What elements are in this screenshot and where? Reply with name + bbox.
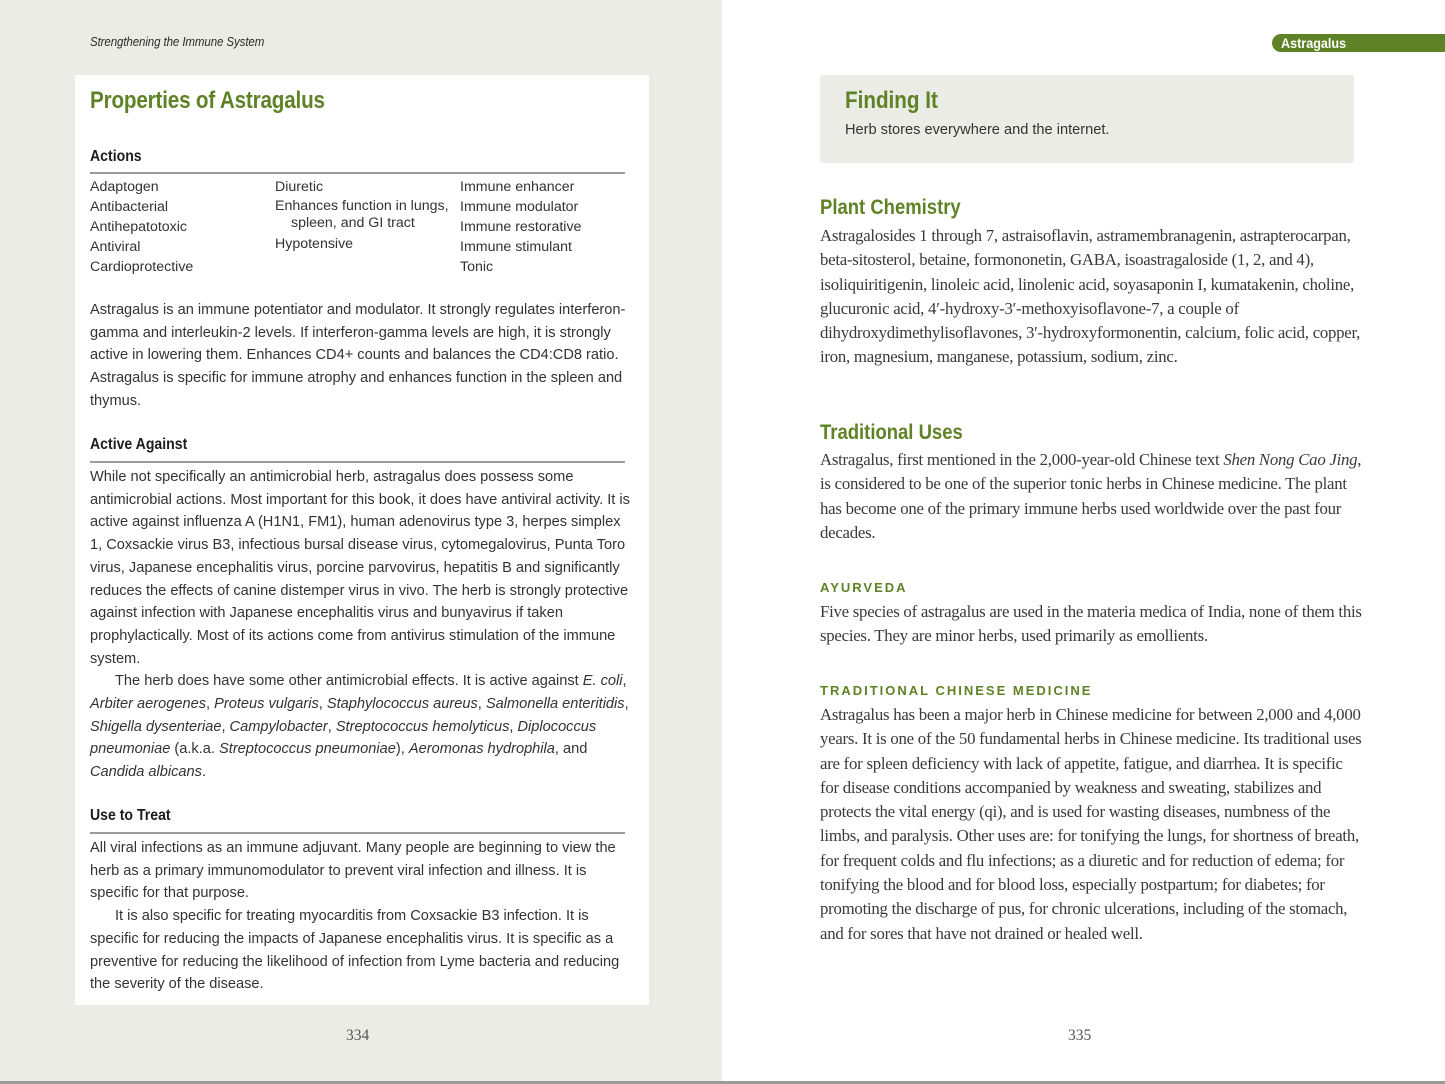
running-head: Strengthening the Immune System (90, 35, 265, 49)
active-against-para-1: While not specifically an antimicrobial herb, astragalus does possess some antimicrobial actions. Most important for this book, it does have antiviral activity. It is active against influenza A (H1N1, FM1), human adenovirus type 3, herpes simplex 1, Coxsackie virus B3, infectious bursal disease virus, cytomegalovirus, Punta Toro virus, Japanese encephalitis virus, porcine parvovirus, hepatitis B and significantly reduces the effects of canine distemper virus in vivo. The herb is strongly protective against infection with Japanese encephalitis virus and bunyavirus if taken prophylactically. Most of its actions come from antivirus stimulation of the immune system. (90, 469, 630, 667)
action-item: Enhances function in lungs, spleen, and GI tract (275, 198, 449, 231)
actions-column-3 (460, 177, 625, 277)
plant-chemistry-text: Astragalosides 1 through 7, astraisoflavin, astramembranagenin, astrapterocarpan, beta-sitosterol, betaine, formononetin, GABA, isoastragaloside (1, 2, and 4), isoliquiritigenin, linoleic acid, linolenic acid, soyasaponin I, kumatakenin, choline, glucuronic acid, 4′-hydroxy-3′-methoxyisoflavone-7, a couple of dihydroxydimethylisoflavones, 3′-hydroxyformonentin, calcium, folic acid, copper, iron, magnesium, manganese, potassium, sodium, zinc. (820, 226, 1361, 367)
tcm-text: Astragalus has been a major herb in Chinese medicine for between 2,000 and 4,000 years. It is one of the 50 fundamental herbs in Chinese medicine. Its traditional uses are for spleen deficiency with lack of appetite, fatigue, and diarrhea. It is specific for disease conditions accompanied by weakness and sweating, stabilizes and protects the vital energy (qi), and is used for wasting diseases, numbness of the limbs, and paralysis. Other uses are: for tonifying the lungs, for shortness of breath, for frequent colds and flu infections; as a diuretic and for reduction of edema; for tonifying the blood and for blood loss, especially postpartum; for diabetes; for promoting the discharge of pus, for chronic ulcerations, including of the stomach, and for sores that have not drained or healed well. (820, 705, 1362, 943)
ayurveda-text: Five species of astragalus are used in the materia medica of India, none of them this species. They are minor herbs, used primarily as emollients. (820, 602, 1362, 646)
actions-column-1 (90, 177, 275, 277)
page-number-right: 335 (1068, 1027, 1092, 1044)
action-item: Tonic (460, 259, 494, 275)
action-item: Antihepatotoxic (90, 219, 188, 235)
actions-summary: Astragalus is an immune potentiator and modulator. It strongly regulates interferon-gamma and interleukin-2 levels. If interferon-gamma levels are high, it is strongly active in lowering them. Enhances CD4+ counts and balances the CD4:CD8 ratio. Astragalus is specific for immune atrophy and enhances function in the spleen and thymus. (90, 302, 626, 409)
active-against-para-2: The herb does have some other antimicrobial effects. It is active against E. coli, Arbiter aerogenes, Proteus vulgaris, Staphylococcus aureus, Salmonella enteritidis, Shigella dysenteriae, Campylobacter, Streptococcus hemolyticus, Diplococcus pneumoniae (a.k.a. Streptococcus pneumoniae), Aeromonas hydrophila, and Candida albicans. (90, 673, 629, 781)
action-item: Hypotensive (275, 236, 354, 252)
action-item: Antiviral (90, 239, 141, 255)
left-page (0, 0, 722, 1084)
finding-it-box (820, 75, 1354, 163)
active-against-rule (90, 461, 625, 463)
action-item: Antibacterial (90, 199, 169, 215)
finding-it-title: Finding It (845, 87, 938, 114)
active-against-heading: Active Against (90, 436, 188, 453)
action-item: Immune enhancer (460, 179, 575, 195)
action-item: Immune stimulant (460, 239, 572, 255)
ayurveda-heading: AYURVEDA (820, 580, 908, 595)
use-to-treat-para-2: It is also specific for treating myocarditis from Coxsackie B3 infection. It is specific for reducing the impacts of Japanese encephalitis virus. It is specific as a preventive for reducing the likelihood of infection from Lyme bacteria and reducing the severity of the disease. (90, 908, 620, 993)
actions-grid (90, 177, 625, 277)
properties-card (75, 75, 649, 1005)
use-to-treat-text (90, 837, 630, 996)
page-number-left: 334 (346, 1027, 370, 1044)
use-to-treat-heading: Use to Treat (90, 807, 171, 824)
action-item: Adaptogen (90, 179, 159, 195)
section-tab (1272, 34, 1445, 52)
tcm-heading: TRADITIONAL CHINESE MEDICINE (820, 683, 1093, 698)
traditional-uses-heading: Traditional Uses (820, 421, 963, 444)
use-to-treat-rule (90, 832, 625, 834)
traditional-uses-text: Astragalus, first mentioned in the 2,000-year-old Chinese text Shen Nong Cao Jing, is considered to be one of the superior tonic herbs in Chinese medicine. The plant has become one of the primary immune herbs used worldwide over the past four decades. (820, 450, 1362, 542)
action-item: Cardioprotective (90, 259, 194, 275)
actions-heading: Actions (90, 148, 142, 165)
use-to-treat-para-1: All viral infections as an immune adjuvant. Many people are beginning to view the herb as a primary immunomodulator to prevent viral infection and illness. It is specific for that purpose. (90, 840, 616, 902)
card-title: Properties of Astragalus (90, 87, 325, 114)
actions-column-2 (275, 177, 460, 277)
plant-chemistry-heading: Plant Chemistry (820, 196, 961, 219)
actions-rule (90, 172, 625, 174)
finding-it-text: Herb stores everywhere and the internet. (845, 122, 1110, 138)
action-item: Immune restorative (460, 219, 582, 235)
action-item: Immune modulator (460, 199, 579, 215)
action-item: Diuretic (275, 179, 324, 195)
active-against-text (90, 466, 630, 784)
section-tab-label: Astragalus (1281, 35, 1347, 51)
